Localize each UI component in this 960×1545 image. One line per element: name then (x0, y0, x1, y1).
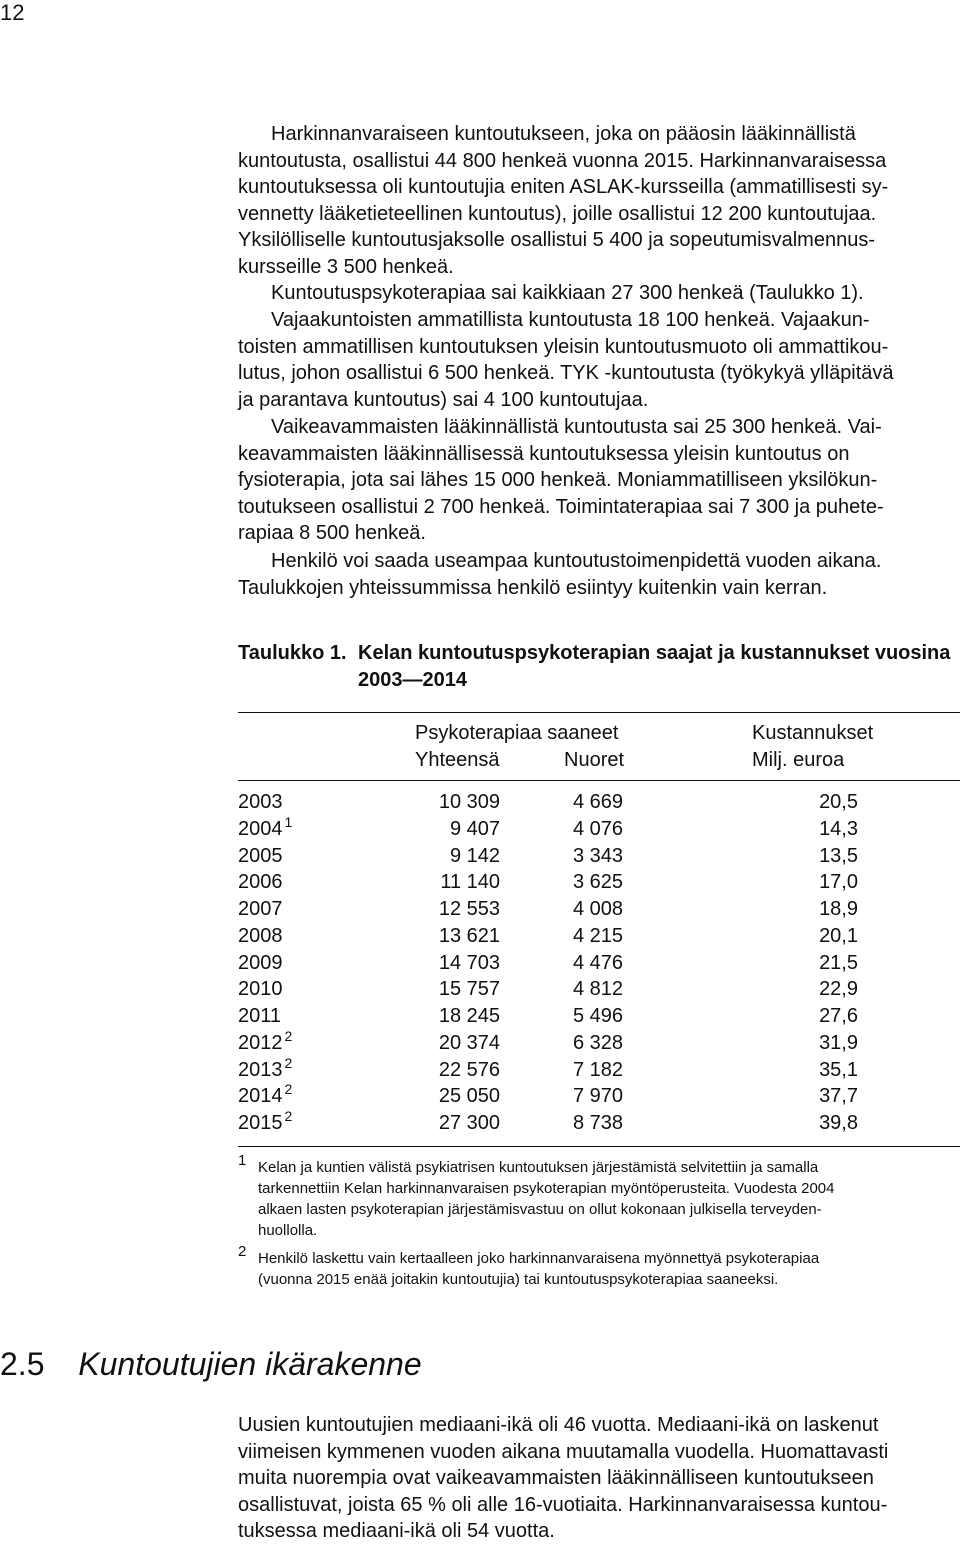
cell-young: 7 182 (573, 1058, 624, 1081)
cell-young: 7 970 (573, 1085, 624, 1108)
cell-cost: 31,9 (819, 1031, 858, 1054)
cell-cost: 22,9 (819, 978, 858, 1001)
text-line: tuksessa mediaani-ikä oli 54 vuotta. (238, 1520, 555, 1542)
cell-total: 15 757 (438, 978, 500, 1001)
cell-young: 4 076 (573, 817, 624, 840)
table-row (238, 1110, 960, 1137)
cell-young: 4 215 (573, 924, 624, 947)
text-line: Henkilö voi saada useampaa kuntoutustoimenpidettä vuoden aikana. (271, 550, 882, 572)
paragraph-vaikeavammaiset (238, 414, 960, 547)
table-row (238, 923, 960, 950)
cell-cost: 21,5 (819, 951, 858, 974)
section-title: Kuntoutujien ikärakenne (78, 1346, 422, 1382)
cell-cost: 20,1 (819, 924, 858, 947)
cell-cost: 39,8 (819, 1112, 858, 1134)
cell-total: 12 553 (438, 898, 500, 920)
cell-year: 2007 (238, 898, 283, 920)
footnote-line: Kelan ja kuntien välistä psykiatrisen kuntoutuksen järjestämistä selvitettiin ja samalla (258, 1159, 819, 1176)
section-number: 2.5 (0, 1346, 45, 1382)
paragraph-kuntoutuspsykoterapia (238, 280, 960, 307)
table-title: Kelan kuntoutuspsykoterapian saajat ja kustannukset vuosina (358, 642, 951, 664)
text-line: vennetty lääketieteellinen kuntoutus), joille osallistui 12 200 kuntoutujaa. (238, 202, 877, 225)
cell-year: 2008 (238, 924, 283, 947)
cell-cost: 18,9 (819, 898, 858, 920)
footnote-line: huollolla. (258, 1222, 318, 1239)
text-line: muita nuorempia ovat vaikeavammaisten lääkinnälliseen kuntoutukseen (238, 1467, 874, 1489)
text-line: viimeisen kymmenen vuoden aikana muutamalla vuodella. Huomattavasti (238, 1440, 889, 1463)
footnote-line: tarkennettiin Kelan harkinnanvaraisen psykoterapian myöntöperusteita. Vuodesta 2004 (258, 1180, 835, 1197)
cell-total: 27 300 (438, 1112, 500, 1134)
cell-year: 2010 (238, 978, 283, 1001)
text-line: Vajaakuntoisten ammatillista kuntoutusta 18 100 henkeä. Vajaakun- (271, 309, 870, 331)
cell-cost: 14,3 (819, 817, 858, 840)
cell-year: 2004 $^1$ (238, 813, 293, 840)
footnote-mark: 2 (238, 1243, 247, 1260)
text-line: lutus, johon osallistui 6 500 henkeä. TYK -kuntoutusta (työkykyä ylläpitävä (238, 362, 894, 384)
table-label: Taulukko 1. (238, 642, 347, 664)
cell-total: 13 621 (438, 924, 500, 947)
table-row (238, 950, 960, 977)
paragraph-ikarakenne (238, 1412, 960, 1545)
cell-year: 2014 $^2$ (238, 1081, 293, 1108)
table-row (238, 976, 960, 1003)
paragraph-harkinnanvarainen (238, 121, 960, 280)
paragraph-yhteissummat (238, 548, 960, 601)
table-row (238, 1027, 960, 1057)
table-row (238, 869, 960, 896)
cell-total: 9 407 (449, 817, 500, 840)
cell-total: 10 309 (438, 791, 500, 813)
table-body (238, 789, 960, 1137)
cell-young: 3 625 (573, 871, 624, 894)
header-psykoterapiaa-saaneet: Psykoterapiaa saaneet (415, 722, 619, 744)
cell-young: 6 328 (573, 1031, 624, 1054)
text-line: keavammaisten lääkinnällisessä kuntoutuksessa yleisin kuntoutus on (238, 442, 850, 465)
text-line: rapiaa 8 500 henkeä. (238, 522, 426, 544)
cell-total: 25 050 (438, 1085, 500, 1108)
table-row (238, 896, 960, 923)
cell-year: 2006 (238, 871, 283, 894)
cell-total: 14 703 (438, 951, 500, 974)
table-title-years: 2003—2014 (358, 669, 467, 691)
table-header-rule (238, 780, 960, 781)
table-row (238, 813, 960, 843)
footnote-mark: 1 (238, 1152, 247, 1169)
footnote-line: alkaen lasten psykoterapian järjestämisvastuu on ollut kokonaan julkisella terveyden- (258, 1201, 822, 1218)
table-bottom-rule (238, 1146, 960, 1147)
cell-year: 2003 (238, 791, 283, 813)
text-line: kursseille 3 500 henkeä. (238, 255, 454, 278)
text-line: kuntoutusta, osallistui 44 800 henkeä vuonna 2015. Harkinnanvaraisessa (238, 149, 887, 172)
header-kustannukset: Kustannukset (752, 722, 874, 744)
cell-year: 2012 $^2$ (238, 1027, 293, 1054)
cell-cost: 35,1 (819, 1058, 858, 1081)
cell-young: 4 812 (573, 978, 624, 1001)
footnote-line: Henkilö laskettu vain kertaalleen joko harkinnanvaraisena myönnettyä psykoterapiaa (258, 1250, 820, 1267)
cell-total: 18 245 (438, 1005, 500, 1027)
text-line: Uusien kuntoutujien mediaani-ikä oli 46 vuotta. Mediaani-ikä on laskenut (238, 1414, 879, 1436)
cell-cost: 17,0 (819, 871, 858, 894)
page-number: 12 (0, 0, 25, 25)
cell-young: 4 008 (573, 898, 624, 920)
cell-young: 3 343 (573, 844, 624, 867)
header-milj-euroa: Milj. euroa (752, 749, 845, 771)
table-row (238, 1083, 960, 1110)
cell-young: 8 738 (573, 1112, 624, 1134)
cell-cost: 20,5 (819, 791, 858, 813)
cell-total: 9 142 (449, 844, 500, 867)
cell-cost: 37,7 (819, 1085, 858, 1108)
text-line: fysioterapia, jota sai lähes 15 000 henkeä. Moniammatilliseen yksilökun- (238, 469, 878, 491)
text-line: Taulukkojen yhteissummissa henkilö esiintyy kuitenkin vain kerran. (238, 576, 828, 599)
text-line: Kuntoutuspsykoterapiaa sai kaikkiaan 27 300 henkeä (Taulukko 1). (271, 282, 864, 304)
text-line: ja parantava kuntoutus) sai 4 100 kuntoutujaa. (238, 388, 649, 411)
table-row (238, 789, 960, 816)
cell-cost: 27,6 (819, 1005, 858, 1027)
table-row (238, 1003, 960, 1030)
cell-year: 2015 $^2$ (238, 1108, 293, 1134)
cell-young: 4 669 (573, 791, 624, 813)
text-line: Vaikeavammaisten lääkinnällistä kuntoutusta sai 25 300 henkeä. Vai- (271, 416, 882, 438)
text-line: toutukseen osallistui 2 700 henkeä. Toimintaterapiaa sai 7 300 ja puhete- (238, 495, 884, 518)
cell-year: 2009 (238, 951, 283, 974)
cell-year: 2011 (238, 1005, 282, 1027)
cell-total: 20 374 (438, 1031, 500, 1054)
text-line: kuntoutuksessa oli kuntoutujia eniten ASLAK-kursseilla (ammatillisesti sy- (238, 176, 889, 198)
cell-total: 22 576 (438, 1058, 500, 1081)
text-line: Yksilölliselle kuntoutusjaksolle osallistui 5 400 ja sopeutumisvalmennus- (238, 229, 875, 251)
footnote-line: (vuonna 2015 enää joitakin kuntoutujia) tai kuntoutuspsykoterapiaa saaneeksi. (258, 1271, 779, 1288)
cell-year: 2005 (238, 844, 283, 867)
cell-total: 11 140 (440, 871, 500, 894)
text-line: Harkinnanvaraiseen kuntoutukseen, joka on pääosin lääkinnällistä (271, 123, 856, 145)
cell-year: 2013 $^2$ (238, 1054, 293, 1081)
text-line: toisten ammatillisen kuntoutuksen yleisin kuntoutusmuoto oli ammattikou- (238, 335, 889, 358)
paragraph-vajaakuntoiset (238, 307, 960, 413)
table-row (238, 843, 960, 870)
section-heading (0, 1344, 422, 1384)
header-yhteensa: Yhteensä (415, 749, 500, 771)
table-row (238, 1054, 960, 1084)
cell-young: 4 476 (573, 951, 624, 974)
header-nuoret: Nuoret (564, 749, 625, 771)
cell-young: 5 496 (573, 1005, 624, 1027)
text-line: osallistuvat, joista 65 % oli alle 16-vuotiaita. Harkinnanvaraisessa kuntou- (238, 1493, 888, 1516)
cell-cost: 13,5 (819, 844, 858, 867)
table-top-rule (238, 712, 960, 713)
